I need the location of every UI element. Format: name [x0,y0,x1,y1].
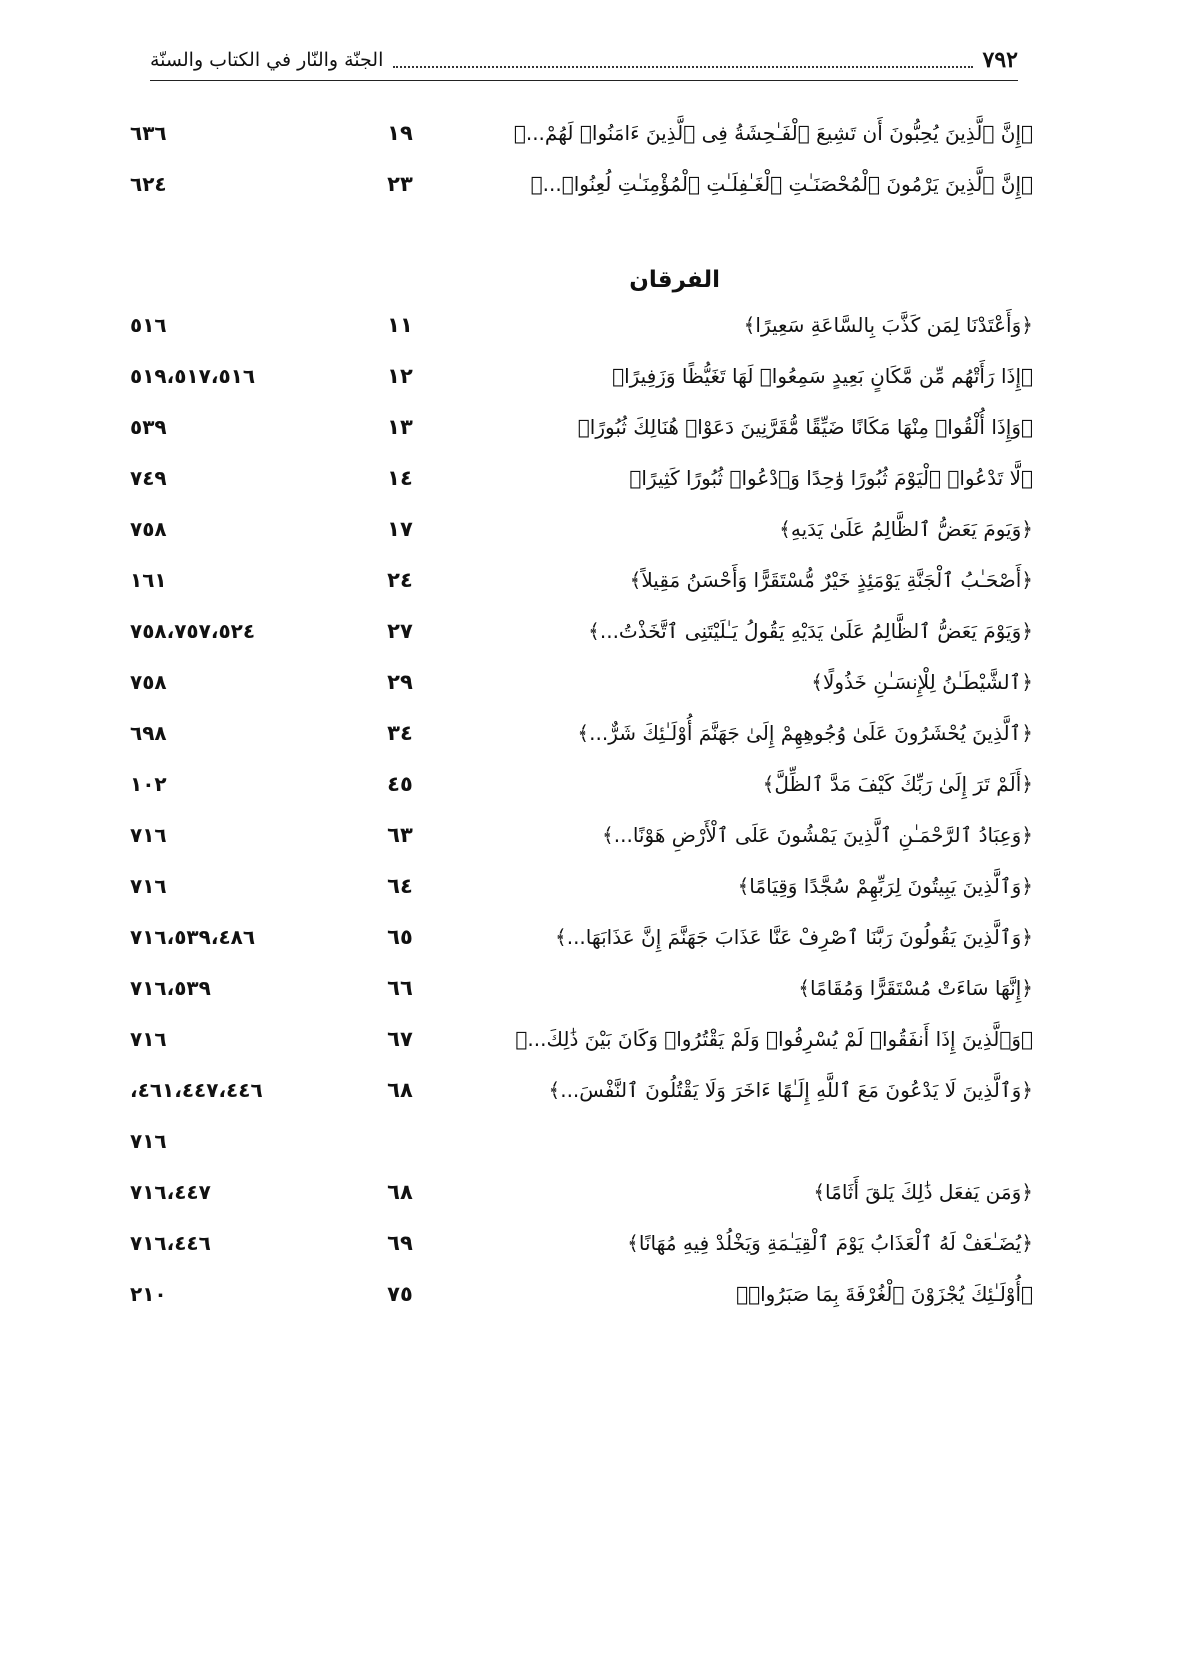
page-number: ٧٩٢ [982,47,1018,73]
verse-text: ﴿أَلَمْ تَرَ إِلَىٰ رَبِّكَ كَيْفَ مَدَّ ٱلظِّلَّ﴾ [762,772,1033,796]
ayah-number: ٦٧ [387,1027,413,1051]
page-refs: ٥٣٩ [130,415,167,439]
ayah-number: ١٤ [387,466,413,490]
ayah-number: ٦٦ [387,976,413,1000]
verse-text: ﴿إِنَّهَا سَاءَتْ مُسْتَقَرًّا وَمُقَامًا﴾ [798,976,1033,1000]
page-refs: ٢١٠ [130,1282,167,1306]
verse-text: ﴿وَٱلَّذِينَ يَقُولُونَ رَبَّنَا ٱصْرِفْ عَنَّا عَذَابَ جَهَنَّمَ إِنَّ عَذَابَهَا...﴾ [555,925,1033,949]
ayah-number: ١٧ [387,517,413,541]
ayah-number: ١٣ [387,415,413,439]
verse-text: ﴿ٱلشَّيْطَـٰنُ لِلْإِنسَـٰنِ خَذُولًا﴾ [811,670,1033,694]
ayah-number: ٤٥ [387,772,413,796]
page-refs: ٦٣٦ [130,121,167,145]
verse-text: ﴿وَٱلَّذِينَ لَا يَدْعُونَ مَعَ ٱللَّهِ إِلَـٰهًا ءَاخَرَ وَلَا يَقْتُلُونَ ٱلنَّفْسَ...﴾ [548,1078,1033,1102]
page-refs: ٧١٦،٤٤٦ [130,1231,211,1255]
ayah-number: ٦٥ [387,925,413,949]
verse-text: ﴿وَٱلَّذِينَ إِذَا أَنفَقُوا۟ لَمْ يُسْرِفُوا۟ وَلَمْ يَقْتُرُوا۟ وَكَانَ بَيْنَ ذَٰلِكَ...﴾ [515,1027,1033,1051]
page-refs: ٧١٦ [130,823,167,847]
verse-text: ﴿إِنَّ ٱلَّذِينَ يَرْمُونَ ٱلْمُحْصَنَـٰتِ ٱلْغَـٰفِلَـٰتِ ٱلْمُؤْمِنَـٰتِ لُعِنُوا۟...﴾ [530,172,1033,196]
book-title: الجنّة والنّار في الكتاب والسنّة [150,49,384,71]
verse-text: ﴿وَٱلَّذِينَ يَبِيتُونَ لِرَبِّهِمْ سُجَّدًا وَقِيَامًا﴾ [737,874,1033,898]
page-refs: ٧٥٨،٧٥٧،٥٢٤ [130,619,256,643]
ayah-number: ٢٣ [387,172,413,196]
ayah-number: ٦٨ [387,1078,413,1102]
surah-heading: الفرقان [629,267,720,293]
verse-text: ﴿وَيَوْمَ يَعَضُّ ٱلظَّالِمُ عَلَىٰ يَدَيْهِ يَقُولُ يَـٰلَيْتَنِى ٱتَّخَذْتُ...﴾ [588,619,1033,643]
verse-text: ﴿إِذَا رَأَتْهُم مِّن مَّكَانٍ بَعِيدٍ سَمِعُوا۟ لَهَا تَغَيُّظًا وَزَفِيرًا﴾ [612,364,1033,388]
page-refs-continued: ٧١٦ [130,1129,167,1153]
page-refs: ٧٥٨ [130,670,167,694]
verse-text: ﴿أُوْلَـٰئِكَ يُجْزَوْنَ ٱلْغُرْفَةَ بِمَا صَبَرُوا۟﴾ [736,1282,1033,1306]
page-refs: ٧٤٩ [130,466,167,490]
page-refs: ٤٦١،٤٤٧،٤٤٦، [130,1078,263,1102]
page-refs: ٧١٦ [130,1027,167,1051]
verse-text: ﴿وَمَن يَفعَل ذَٰلِكَ يَلقَ أَثَامًا﴾ [813,1180,1033,1204]
ayah-number: ٢٧ [387,619,413,643]
ayah-number: ٢٤ [387,568,413,592]
page-refs: ١٦١ [130,568,167,592]
verse-text: ﴿وَأَعْتَدْنَا لِمَن كَذَّبَ بِالسَّاعَةِ سَعِيرًا﴾ [743,313,1033,337]
page-refs: ٧٥٨ [130,517,167,541]
verse-text: ﴿أَصْحَـٰبُ ٱلْجَنَّةِ يَوْمَئِذٍ خَيْرٌ مُّسْتَقَرًّا وَأَحْسَنُ مَقِيلاً﴾ [629,568,1033,592]
ayah-number: ١٩ [387,121,413,145]
ayah-number: ٧٥ [387,1282,413,1306]
verse-text: ﴿وَإِذَا أُلْقُوا۟ مِنْهَا مَكَانًا ضَيِّقًا مُّقَرَّنِينَ دَعَوْا۟ هُنَالِكَ ثُبُورًا﴾ [577,415,1033,439]
page-refs: ٧١٦،٥٣٩ [130,976,211,1000]
ayah-number: ٦٨ [387,1180,413,1204]
ayah-number: ١٢ [387,364,413,388]
ayah-number: ١١ [387,313,413,337]
ayah-number: ٣٤ [387,721,413,745]
page-refs: ٧١٦ [130,874,167,898]
page-refs: ٥١٩،٥١٧،٥١٦ [130,364,256,388]
ayah-number: ٢٩ [387,670,413,694]
verse-text: ﴿يُضَـٰعَفْ لَهُ ٱلْعَذَابُ يَوْمَ ٱلْقِيَـٰمَةِ وَيَخْلُدْ فِيهِ مُهَانًا﴾ [627,1231,1033,1255]
verse-text: ﴿لَّا تَدْعُوا۟ ٱلْيَوْمَ ثُبُورًا وَٰحِدًا وَٱدْعُوا۟ ثُبُورًا كَثِيرًا﴾ [629,466,1033,490]
verse-text: ﴿وَعِبَادُ ٱلرَّحْمَـٰنِ ٱلَّذِينَ يَمْشُونَ عَلَى ٱلْأَرْضِ هَوْنًا...﴾ [602,823,1033,847]
verse-text: ﴿وَيَومَ يَعَضُّ ٱلظَّالِمُ عَلَىٰ يَدَيهِ﴾ [779,517,1033,541]
page-refs: ٧١٦،٤٤٧ [130,1180,211,1204]
page-refs: ٧١٦،٥٣٩،٤٨٦ [130,925,256,949]
page-refs: ١٠٢ [130,772,167,796]
page-refs: ٦٩٨ [130,721,167,745]
ayah-number: ٦٤ [387,874,413,898]
ayah-number: ٦٣ [387,823,413,847]
page-refs: ٥١٦ [130,313,167,337]
verse-text: ﴿ٱلَّذِينَ يُحْشَرُونَ عَلَىٰ وُجُوهِهِمْ إِلَىٰ جَهَنَّمَ أُوْلَـٰئِكَ شَرٌّ...﴾ [577,721,1033,745]
ayah-number: ٦٩ [387,1231,413,1255]
page-refs: ٦٢٤ [130,172,167,196]
verse-text: ﴿إِنَّ ٱلَّذِينَ يُحِبُّونَ أَن تَشِيعَ ٱلْفَـٰحِشَةُ فِى ٱلَّذِينَ ءَامَنُوا۟ لَهُمْ...﴾ [513,121,1033,145]
